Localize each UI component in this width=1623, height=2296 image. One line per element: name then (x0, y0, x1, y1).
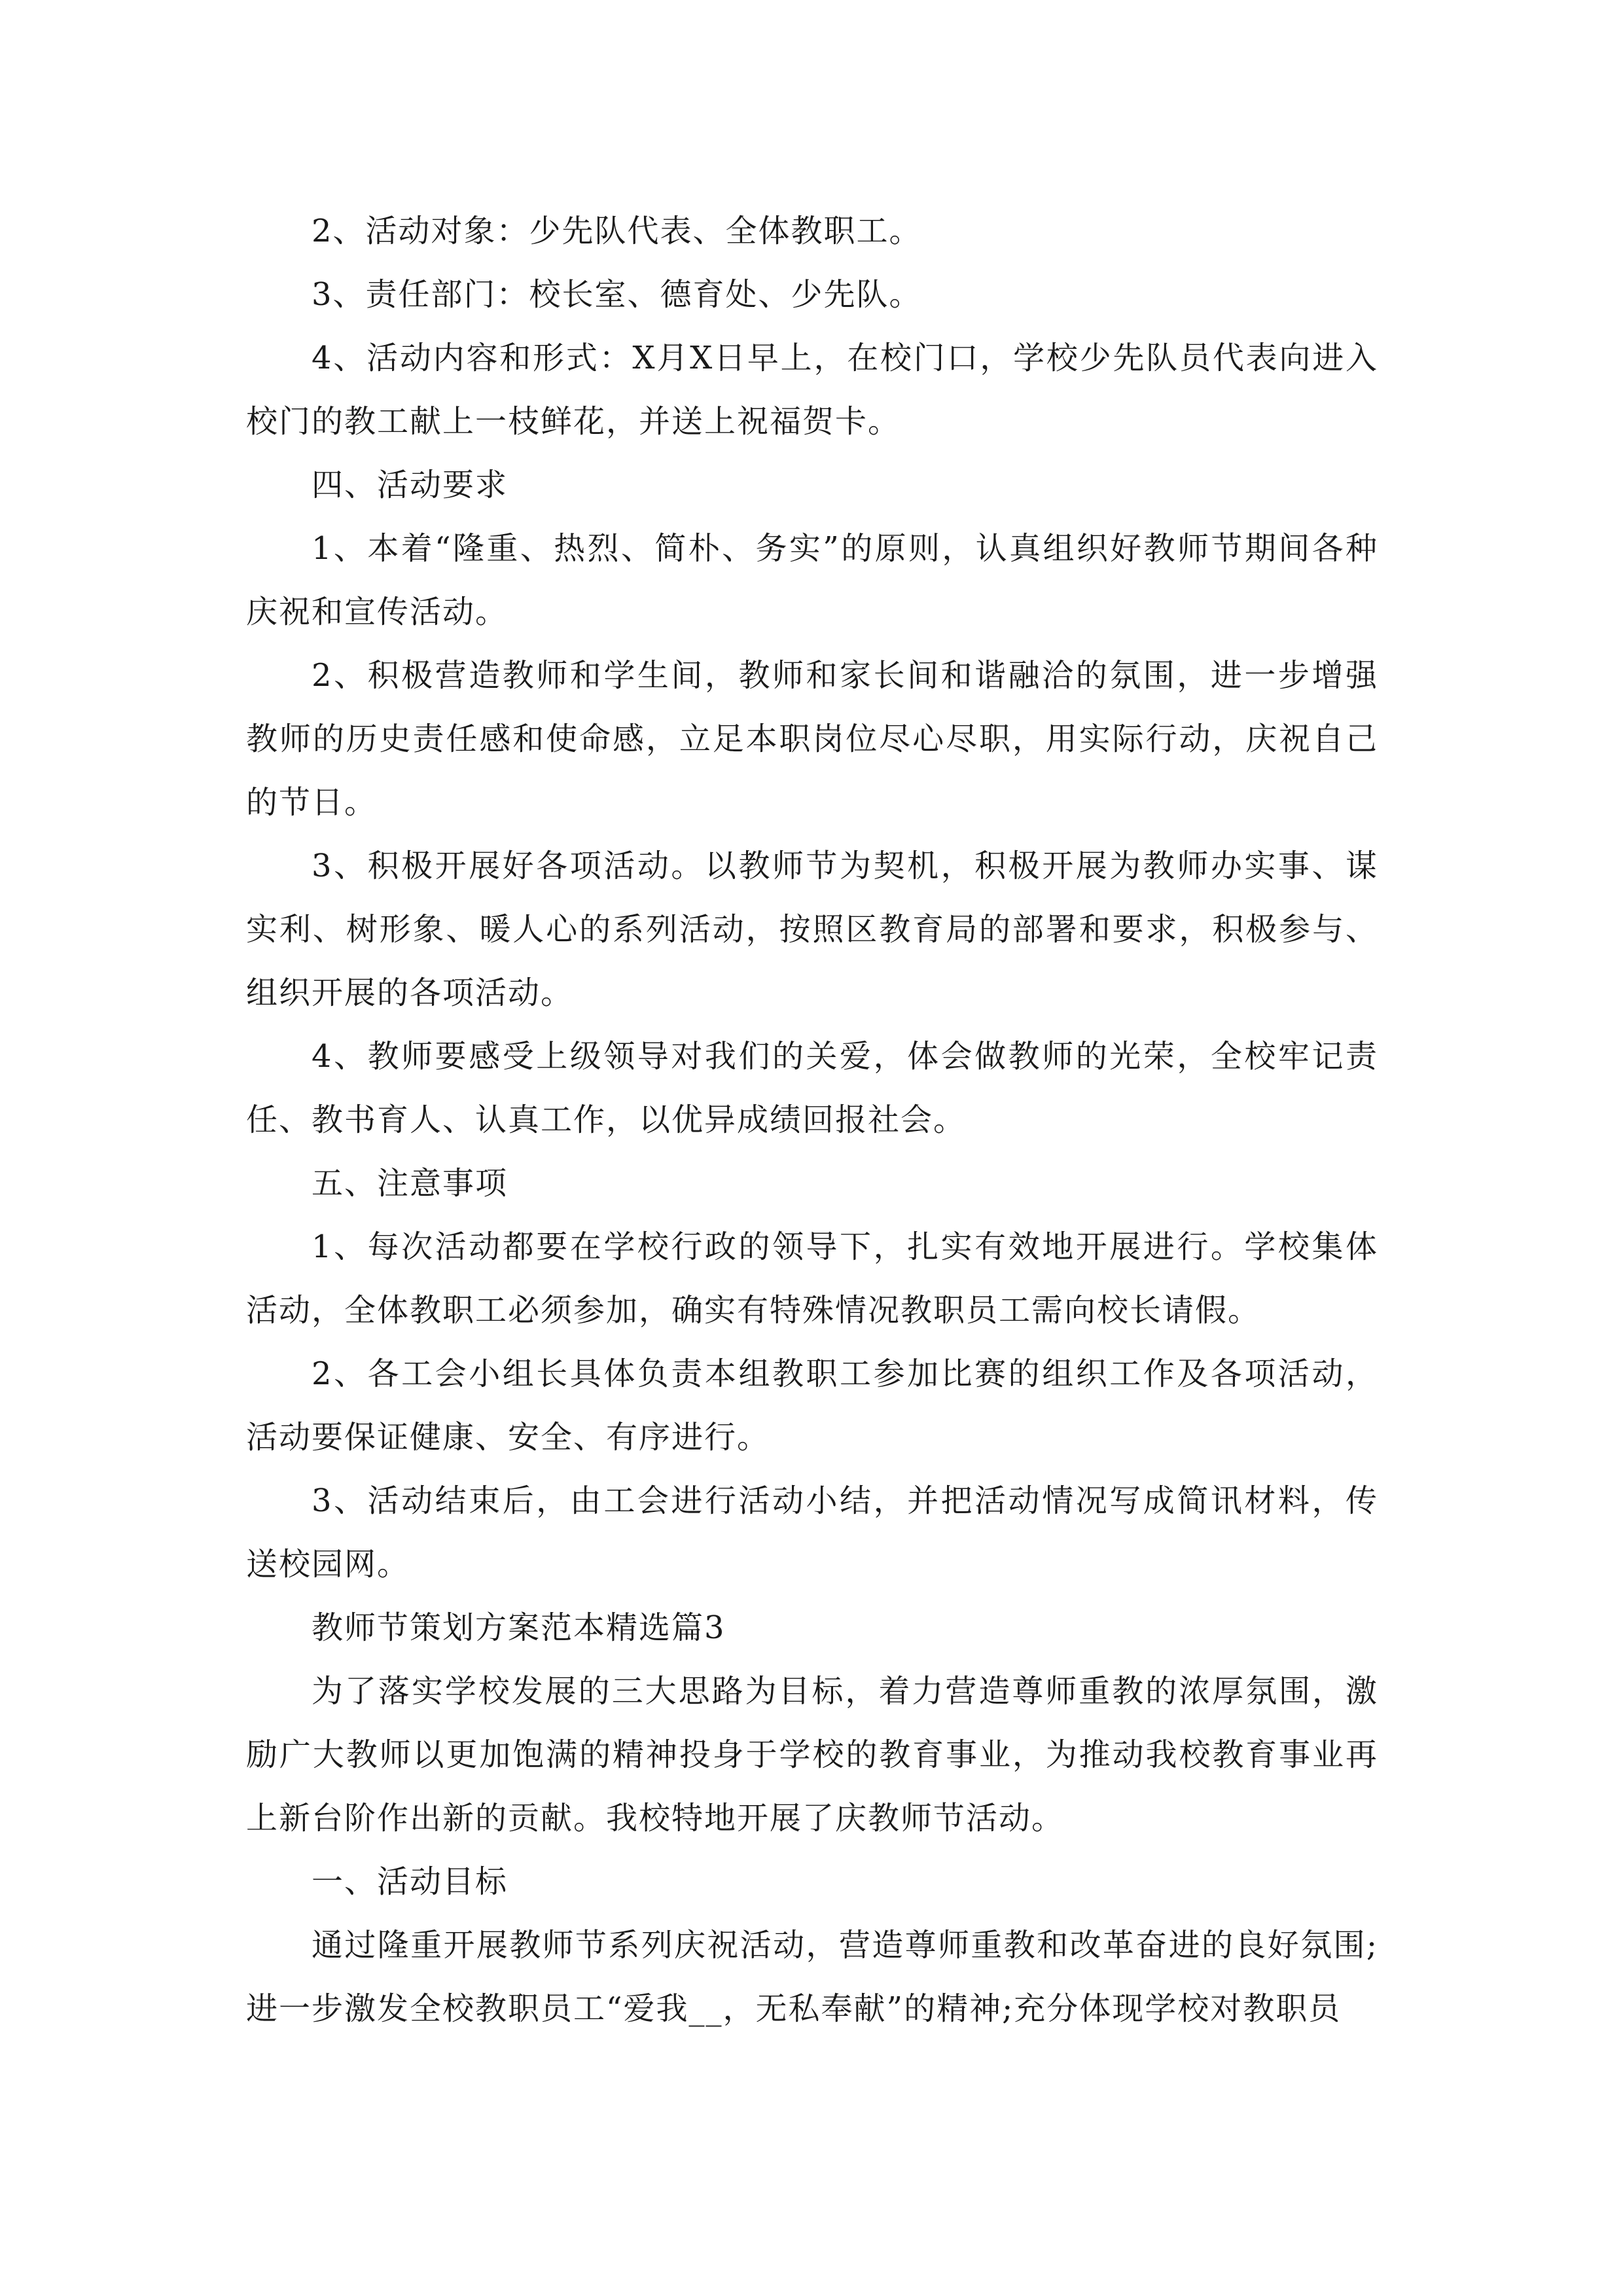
section-heading-notes: 五、注意事项 (312, 1165, 508, 1202)
paragraph-requirement-3: 3、积极开展好各项活动。以教师节为契机，积极开展为教师办实事、谋实利、树形象、暖人心的系列活动，按照区教育局的部署和要求，积极参与、组织开展的各项活动。 (246, 848, 1378, 1011)
paragraph-responsible-departments: 3、责任部门：校长室、德育处、少先队。 (312, 276, 922, 313)
paragraph-note-1: 1、每次活动都要在学校行政的领导下，扎实有效地开展进行。学校集体活动，全体教职工必须参加，确实有特殊情况教职员工需向校长请假。 (246, 1229, 1378, 1329)
document-body (246, 200, 1378, 2041)
paragraph-plan-3-intro: 为了落实学校发展的三大思路为目标，着力营造尊师重教的浓厚氛围，激励广大教师以更加饱满的精神投身于学校的教育事业，为推动我校教育事业再上新台阶作出新的贡献。我校特地开展了庆教师节活动。 (246, 1673, 1378, 1837)
paragraph-goals: 通过隆重开展教师节系列庆祝活动，营造尊师重教和改革奋进的良好氛围;进一步激发全校教职员工“爱我__，无私奉献”的精神;充分体现学校对教职员 (246, 1927, 1378, 2027)
paragraph-requirement-1: 1、本着“隆重、热烈、简朴、务实”的原则，认真组织好教师节期间各种庆祝和宣传活动。 (246, 530, 1378, 630)
paragraph-participants: 2、活动对象：少先队代表、全体教职工。 (312, 213, 922, 249)
paragraph-requirement-4: 4、教师要感受上级领导对我们的关爱，体会做教师的光荣，全校牢记责任、教书育人、认真工作，以优异成绩回报社会。 (246, 1038, 1378, 1138)
paragraph-note-2: 2、各工会小组长具体负责本组教职工参加比赛的组织工作及各项活动，活动要保证健康、安全、有序进行。 (246, 1355, 1378, 1456)
paragraph-note-3: 3、活动结束后，由工会进行活动小结，并把活动情况写成简讯材料，传送校园网。 (246, 1482, 1378, 1583)
section-heading-goals: 一、活动目标 (312, 1863, 508, 1900)
paragraph-requirement-2: 2、积极营造教师和学生间，教师和家长间和谐融洽的氛围，进一步增强教师的历史责任感和使命感，立足本职岗位尽心尽职，用实际行动，庆祝自己的节日。 (246, 657, 1378, 821)
section-heading-requirements: 四、活动要求 (312, 467, 508, 503)
paragraph-activity-content: 4、活动内容和形式：X月X日早上，在校门口，学校少先队员代表向进入校门的教工献上一枝鲜花，并送上祝福贺卡。 (246, 340, 1378, 440)
section-title-plan-3: 教师节策划方案范本精选篇3 (312, 1609, 726, 1646)
